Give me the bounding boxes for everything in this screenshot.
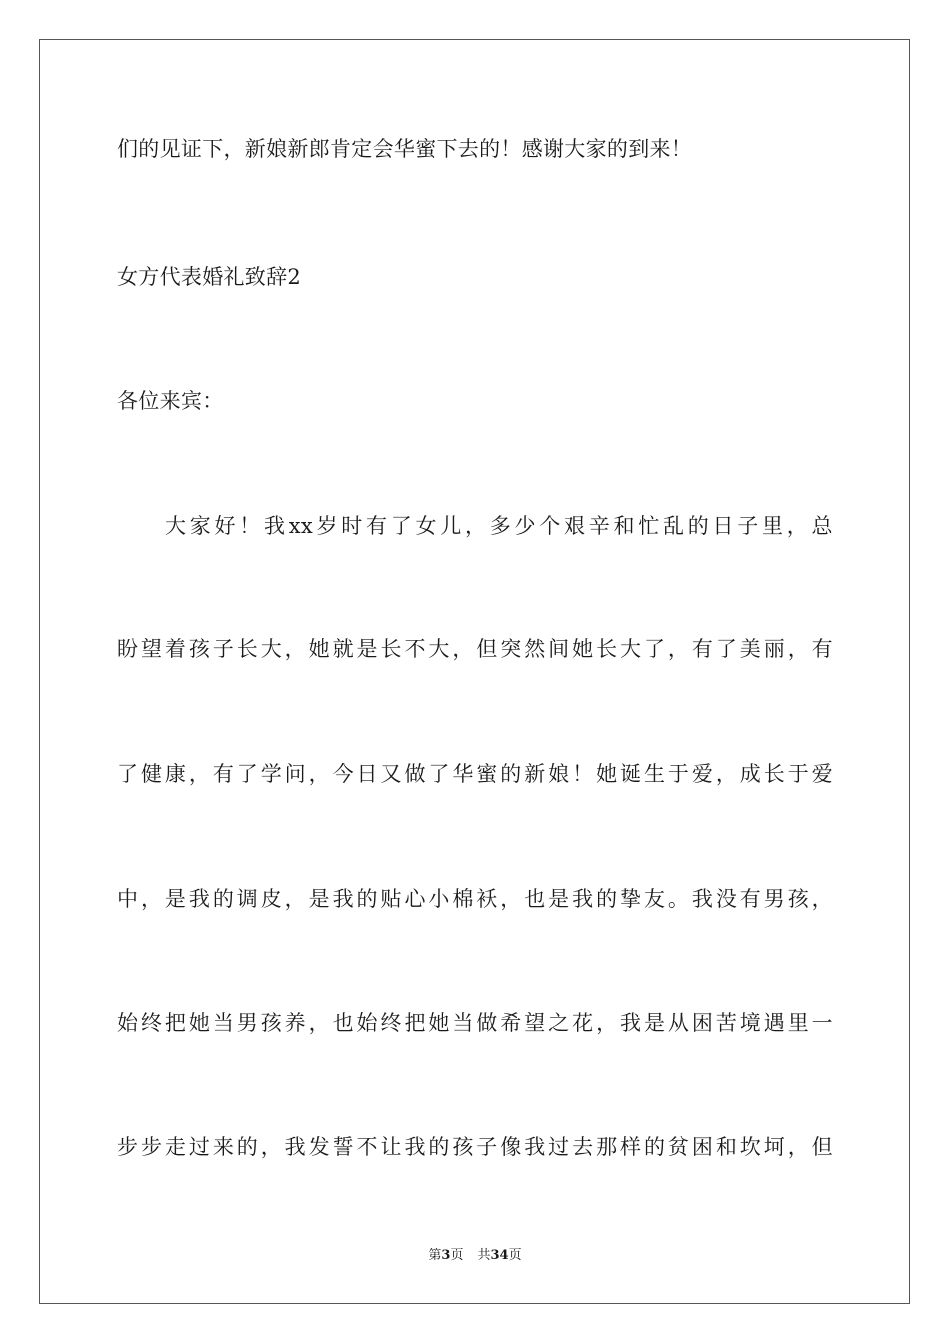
- text-line-6: 了 健 康 ， 有 了 学 问 ， 今 日 又 做 了 华 蜜 的 新 娘 ！ 她 诞 生 于 爱 ， 成 长 于 爱: [117, 762, 833, 786]
- page-border: [39, 39, 910, 1304]
- total-prefix: 共: [477, 1248, 491, 1263]
- text-line-1: 们的见证下，新娘新郎肯定会华蜜下去的！感谢大家的到来！: [117, 137, 693, 161]
- total-suffix: 页: [508, 1248, 522, 1263]
- page-suffix: 页: [450, 1248, 464, 1263]
- text-line-7: 中 ， 是 我 的 调 皮 ， 是 我 的 贴 心 小 棉 袄 ， 也 是 我 的 挚 友 。 我 没 有 男 孩 ，: [117, 887, 833, 911]
- salutation: 各位来宾：: [117, 389, 224, 413]
- section-heading: 女方代表婚礼致辞2: [117, 265, 302, 289]
- page-footer: [0, 1247, 950, 1265]
- total-pages: 34: [490, 1248, 509, 1263]
- page-prefix: 第: [428, 1248, 442, 1263]
- text-line-9: 步 步 走 过 来 的 ， 我 发 誓 不 让 我 的 孩 子 像 我 过 去 那 样 的 贫 困 和 坎 坷 ， 但: [117, 1135, 833, 1159]
- page-number: 3: [441, 1248, 451, 1263]
- text-line-5: 盼 望 着 孩 子 长 大 ， 她 就 是 长 不 大 ， 但 突 然 间 她 长 大 了 ， 有 了 美 丽 ， 有: [117, 637, 833, 661]
- text-line-8: 始 终 把 她 当 男 孩 养 ， 也 始 终 把 她 当 做 希 望 之 花 ， 我 是 从 困 苦 境 遇 里 一: [117, 1011, 833, 1035]
- text-line-4: 大 家 好 ！ 我 xx 岁 时 有 了 女 儿 ， 多 少 个 艰 辛 和 忙 乱 的 日 子 里 ， 总: [165, 514, 833, 538]
